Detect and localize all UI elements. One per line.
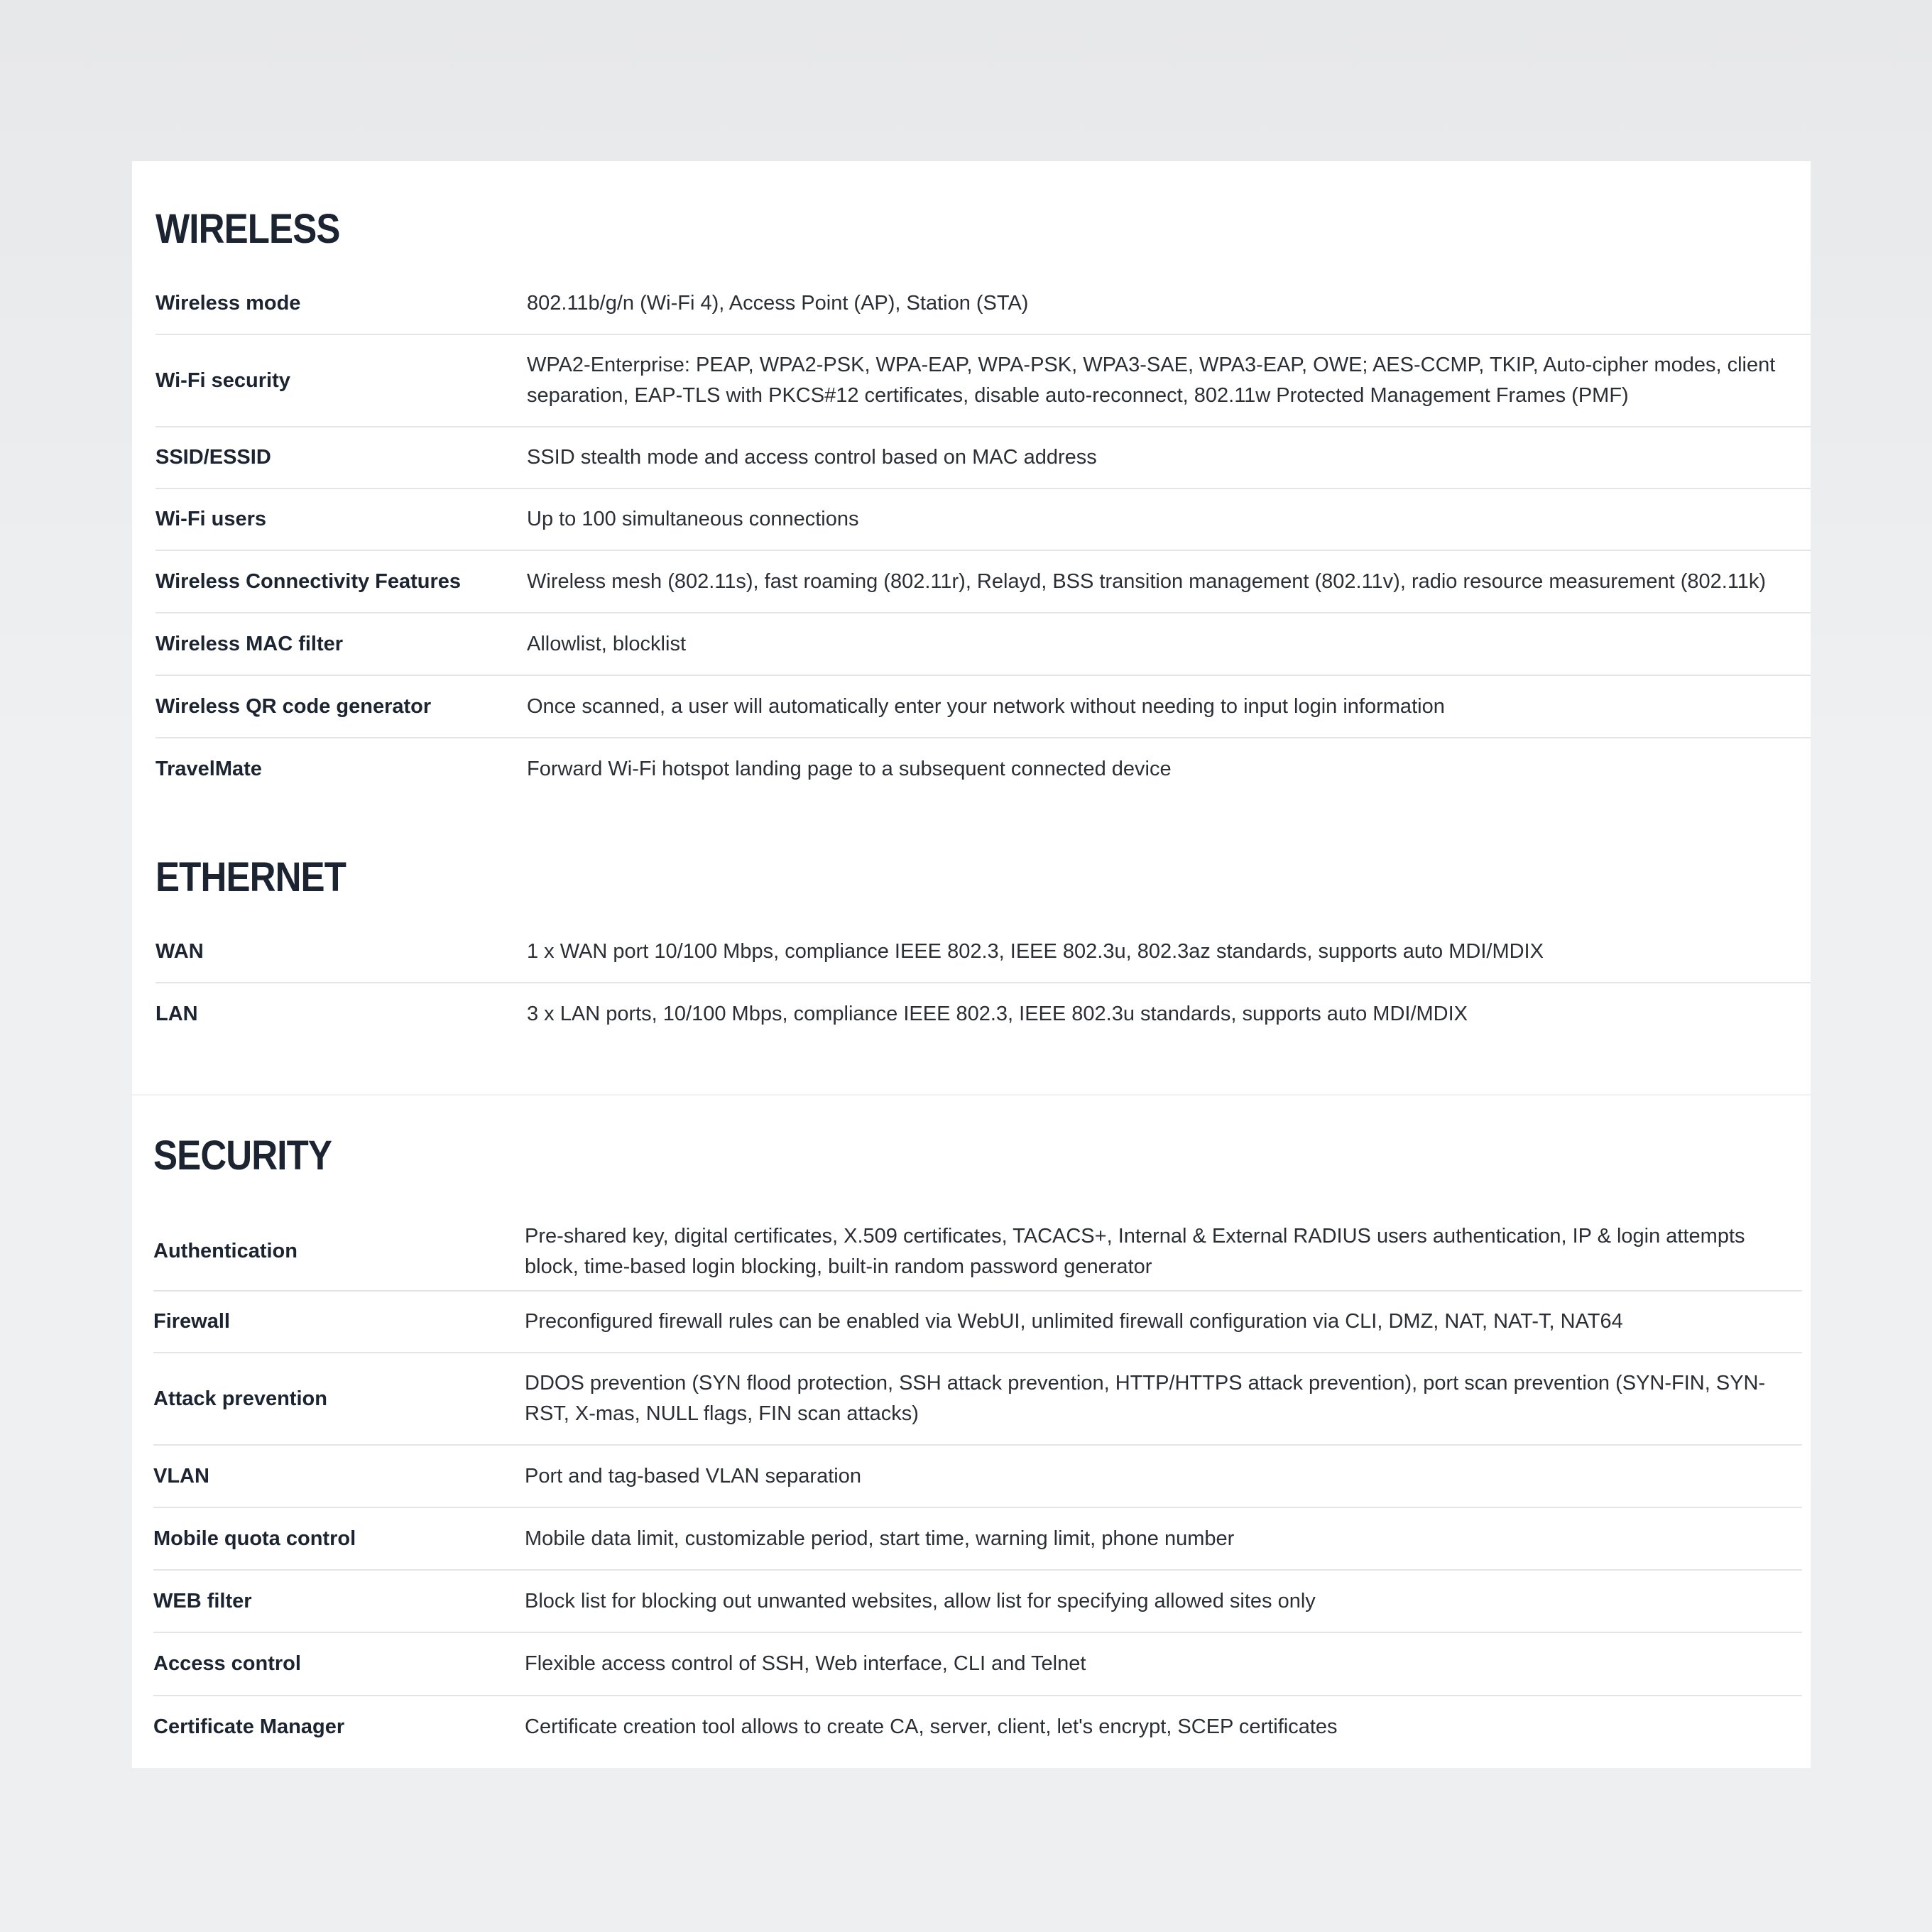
spec-value: SSID stealth mode and access control based on MAC address	[527, 446, 1097, 469]
spec-row	[155, 675, 1811, 737]
spec-label: WAN	[155, 940, 204, 963]
spec-row	[155, 612, 1811, 675]
spec-row	[155, 273, 1811, 334]
spec-label: Firewall	[153, 1310, 230, 1333]
spec-row	[153, 1632, 1802, 1695]
spec-label: Certificate Manager	[153, 1715, 345, 1738]
spec-panel	[132, 161, 1811, 1768]
spec-value: Forward Wi-Fi hotspot landing page to a subsequent connected device	[527, 757, 1172, 780]
spec-row	[155, 982, 1811, 1044]
spec-row	[153, 1507, 1802, 1569]
spec-value: 802.11b/g/n (Wi-Fi 4), Access Point (AP), Station (STA)	[527, 292, 1029, 315]
spec-label: Mobile quota control	[153, 1527, 356, 1550]
spec-row	[155, 488, 1811, 550]
spec-label: Wi-Fi users	[155, 508, 267, 530]
spec-row	[155, 426, 1811, 488]
spec-value: WPA2-Enterprise: PEAP, WPA2-PSK, WPA-EAP, WPA-PSK, WPA3-SAE, WPA3-EAP, OWE; AES-CCMP, TKIP, Auto-cipher modes, client separation, EAP-TLS with PKCS#12 certificates, disable auto-reconnect, 802.11w Protected Management Frames (PMF)	[527, 354, 1776, 407]
spec-value: Mobile data limit, customizable period, start time, warning limit, phone number	[525, 1527, 1235, 1550]
spec-label: VLAN	[153, 1464, 209, 1488]
spec-value: 1 x WAN port 10/100 Mbps, compliance IEEE 802.3, IEEE 802.3u, 802.3az standards, supports auto MDI/MDIX	[527, 940, 1544, 963]
spec-row	[153, 1213, 1802, 1290]
spec-value: 3 x LAN ports, 10/100 Mbps, compliance IEEE 802.3, IEEE 802.3u standards, supports auto MDI/MDIX	[527, 1002, 1468, 1025]
section-divider	[132, 1094, 1811, 1096]
spec-value: Allowlist, blocklist	[527, 632, 686, 655]
spec-value: Pre-shared key, digital certificates, X.509 certificates, TACACS+, Internal & External RADIUS users authentication, IP & login attempts block, time-based login blocking, built-in random password generator	[525, 1224, 1745, 1278]
spec-row	[153, 1444, 1802, 1507]
spec-row	[153, 1695, 1802, 1757]
spec-row	[155, 550, 1811, 612]
spec-label: SSID/ESSID	[155, 446, 271, 469]
spec-label: Wireless QR code generator	[155, 694, 432, 718]
spec-row	[153, 1569, 1802, 1632]
spec-row	[153, 1290, 1802, 1352]
spec-label: Authentication	[153, 1240, 298, 1262]
spec-label: Wireless mode	[155, 292, 301, 315]
spec-row	[155, 334, 1811, 426]
spec-label: Wireless Connectivity Features	[155, 569, 462, 593]
spec-label: Wireless MAC filter	[155, 632, 344, 655]
spec-row	[155, 737, 1811, 799]
spec-value: Flexible access control of SSH, Web interface, CLI and Telnet	[525, 1652, 1086, 1675]
spec-label: LAN	[155, 1002, 198, 1025]
spec-value: Once scanned, a user will automatically enter your network without needing to input login information	[527, 694, 1445, 718]
spec-value: Block list for blocking out unwanted websites, allow list for specifying allowed sites only	[525, 1589, 1316, 1612]
spec-value: Up to 100 simultaneous connections	[527, 508, 859, 530]
spec-label: Access control	[153, 1652, 301, 1675]
spec-row	[155, 922, 1811, 982]
section-title: ETHERNET	[155, 854, 346, 900]
spec-label: Attack prevention	[153, 1387, 327, 1410]
spec-value: Certificate creation tool allows to create CA, server, client, let's encrypt, SCEP certificates	[525, 1715, 1338, 1738]
spec-label: TravelMate	[155, 757, 262, 780]
spec-value: Wireless mesh (802.11s), fast roaming (802.11r), Relayd, BSS transition management (802.11v), radio resource measurement (802.11k)	[527, 569, 1767, 593]
spec-value: Preconfigured firewall rules can be enabled via WebUI, unlimited firewall configuration via CLI, DMZ, NAT, NAT-T, NAT64	[525, 1310, 1623, 1333]
spec-value: DDOS prevention (SYN flood protection, SSH attack prevention, HTTP/HTTPS attack prevention), port scan prevention (SYN-FIN, SYN-RST, X-mas, NULL flags, FIN scan attacks)	[525, 1372, 1766, 1425]
spec-label: Wi-Fi security	[155, 369, 290, 392]
section-title: SECURITY	[153, 1133, 332, 1179]
spec-row	[153, 1352, 1802, 1444]
section-title: WIRELESS	[155, 206, 340, 252]
spec-label: WEB filter	[153, 1589, 252, 1612]
spec-value: Port and tag-based VLAN separation	[525, 1464, 861, 1488]
